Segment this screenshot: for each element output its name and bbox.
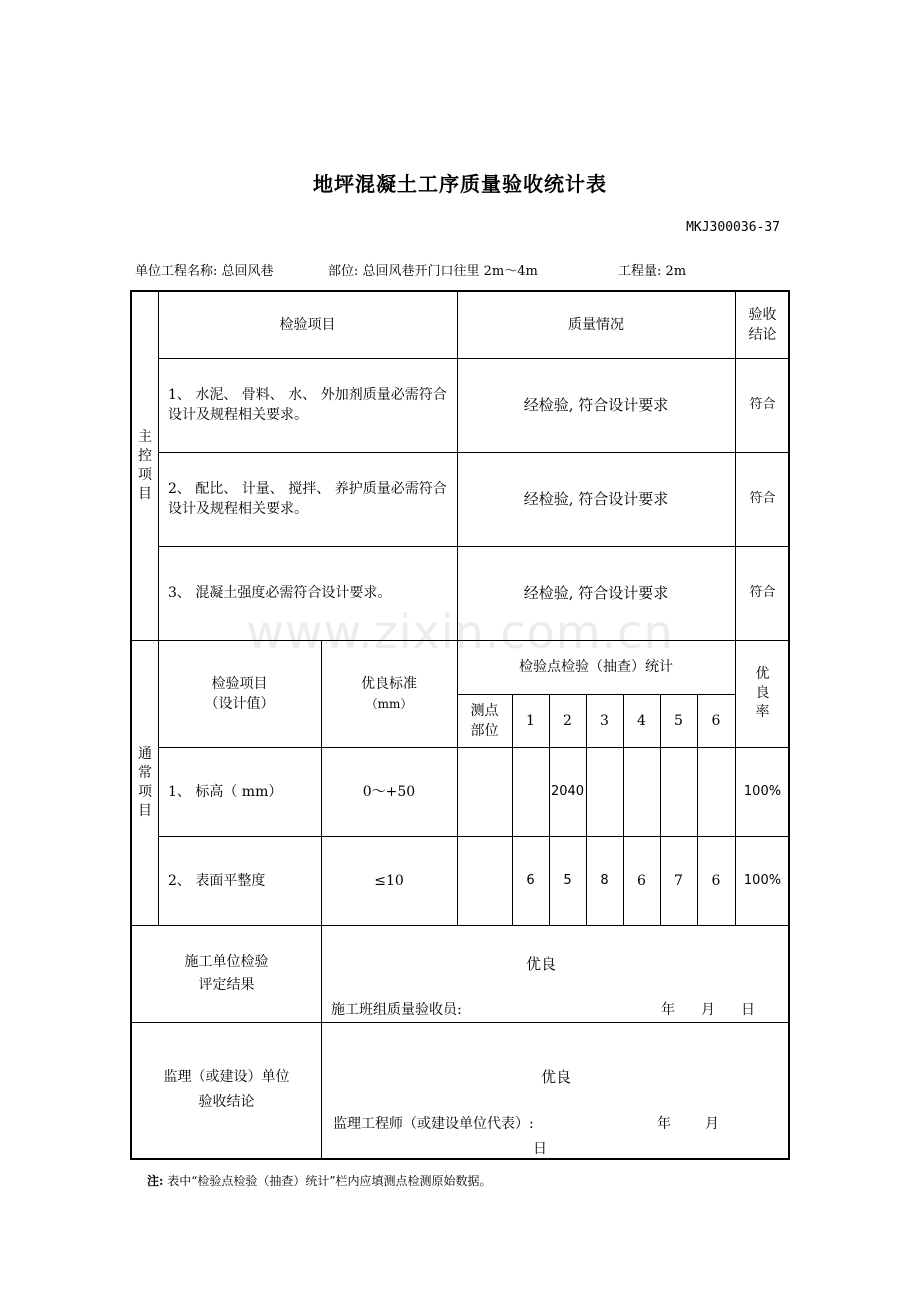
header-conclusion-line: 验收: [748, 307, 777, 323]
supervision-result-cell: [321, 1022, 790, 1158]
main-section-label: [132, 292, 158, 640]
main-row-conclusion: 符合: [749, 585, 776, 600]
supervision-label: [132, 1022, 321, 1158]
general-header-item: [158, 640, 321, 747]
general-header-standard-line: 优良标准: [361, 675, 417, 692]
main-row-conclusion: 符合: [749, 491, 776, 506]
point-value: [697, 747, 735, 836]
main-row-quality: 经检验, 符合设计要求: [523, 584, 669, 602]
construction-result-cell: [321, 925, 790, 1022]
general-header-location-line: 测点: [470, 702, 499, 719]
general-header-location: [457, 694, 512, 747]
watermark: www.zixin.com.cn: [246, 605, 674, 659]
point-value: [586, 747, 623, 836]
construction-label-line: 评定结果: [198, 976, 255, 993]
general-header-rate: [735, 640, 790, 747]
point-value: 2040: [550, 783, 585, 799]
unit-name: 单位工程名称: 总回风巷: [135, 264, 274, 279]
general-header-item-line: （设计值）: [204, 695, 275, 712]
supervision-result: 优良: [541, 1068, 572, 1086]
general-row-item: 2、 表面平整度: [168, 872, 266, 889]
general-header-rate-char: 良: [755, 685, 770, 701]
header-item: 检验项目: [279, 317, 336, 333]
supervision-day: 日: [533, 1141, 547, 1157]
supervision-signer: 监理工程师（或建设单位代表）:: [333, 1116, 534, 1132]
supervision-label-line: 监理（或建设）单位: [163, 1069, 290, 1085]
general-row-rate: 100%: [743, 872, 782, 888]
main-section-char: 控: [138, 448, 152, 464]
point-value: 6: [637, 872, 646, 889]
general-row-item: 1、 标高（ mm）: [168, 783, 283, 800]
form-code: MKJ300036-37: [686, 220, 780, 235]
general-row-standard: ≤10: [374, 872, 404, 889]
note-prefix: 注:: [147, 1174, 164, 1188]
point-value: 6: [711, 872, 721, 889]
point-number: 6: [711, 712, 721, 729]
point-value: [660, 747, 697, 836]
general-row-location: [457, 747, 512, 836]
general-header-rate-char: 优: [755, 666, 770, 682]
main-row-quality: 经检验, 符合设计要求: [523, 396, 669, 414]
table-note: [147, 1172, 492, 1189]
header-conclusion: [735, 292, 790, 358]
construction-signer: 施工班组质量验收员:: [331, 1002, 462, 1018]
location: 部位: 总回风巷开门口往里 2m～4m: [328, 264, 538, 279]
point-value: [512, 747, 549, 836]
general-row-rate: 100%: [743, 783, 782, 799]
general-header-standard-line: （mm）: [365, 696, 413, 711]
general-row-location: [457, 836, 512, 925]
header-conclusion-line: 结论: [748, 327, 777, 343]
construction-label-line: 施工单位检验: [184, 953, 269, 970]
general-header-item-line: 检验项目: [211, 675, 268, 692]
main-section-char: 项: [138, 467, 152, 483]
general-header-location-line: 部位: [470, 722, 499, 739]
main-section-char: 目: [138, 486, 152, 502]
quantity: 工程量: 2m: [618, 264, 687, 279]
point-number: 2: [563, 712, 572, 729]
header-quality: 质量情况: [568, 317, 624, 333]
construction-year: 年: [661, 1002, 675, 1018]
point-value: 6: [526, 872, 535, 888]
point-value: 7: [674, 872, 683, 889]
construction-result: 优良: [526, 955, 557, 973]
main-row-item: 2、 配比、 计量、 搅拌、 养护质量必需符合设计及规程相关要求。: [168, 481, 447, 517]
general-row-standard: 0～+50: [362, 783, 416, 800]
general-section-char: 项: [138, 783, 152, 800]
general-section-char: 目: [138, 802, 152, 819]
general-header-rate-char: 率: [755, 704, 770, 720]
main-row-conclusion: 符合: [749, 397, 776, 412]
inspection-table: [130, 290, 790, 1160]
construction-day: 日: [741, 1002, 755, 1018]
general-header-points: 检验点检验（抽查）统计: [519, 659, 673, 675]
supervision-label-line: 验收结论: [198, 1094, 255, 1110]
document-title: 地坪混凝土工序质量验收统计表: [313, 172, 607, 196]
main-section-char: 主: [138, 429, 152, 445]
supervision-month: 月: [705, 1116, 719, 1132]
general-header-standard: [321, 640, 457, 747]
point-value: 8: [600, 872, 609, 888]
general-section-char: 常: [138, 764, 152, 781]
point-number: 3: [600, 712, 609, 729]
point-value: 5: [563, 872, 572, 888]
main-row-item: 3、 混凝土强度必需符合设计要求。: [168, 585, 392, 601]
note-text: 表中“检验点检验（抽查）统计”栏内应填测点检测原始数据。: [167, 1174, 492, 1188]
construction-label: [132, 925, 321, 1022]
supervision-year: 年: [657, 1116, 671, 1132]
construction-month: 月: [701, 1002, 715, 1018]
general-section-label: [132, 640, 158, 925]
point-value: [623, 747, 660, 836]
general-section-char: 通: [138, 745, 152, 762]
point-number: 5: [674, 712, 683, 729]
point-number: 4: [637, 712, 646, 729]
main-row-quality: 经检验, 符合设计要求: [523, 490, 669, 508]
point-number: 1: [526, 712, 535, 729]
main-row-item: 1、 水泥、 骨料、 水、 外加剂质量必需符合设计及规程相关要求。: [168, 387, 447, 423]
